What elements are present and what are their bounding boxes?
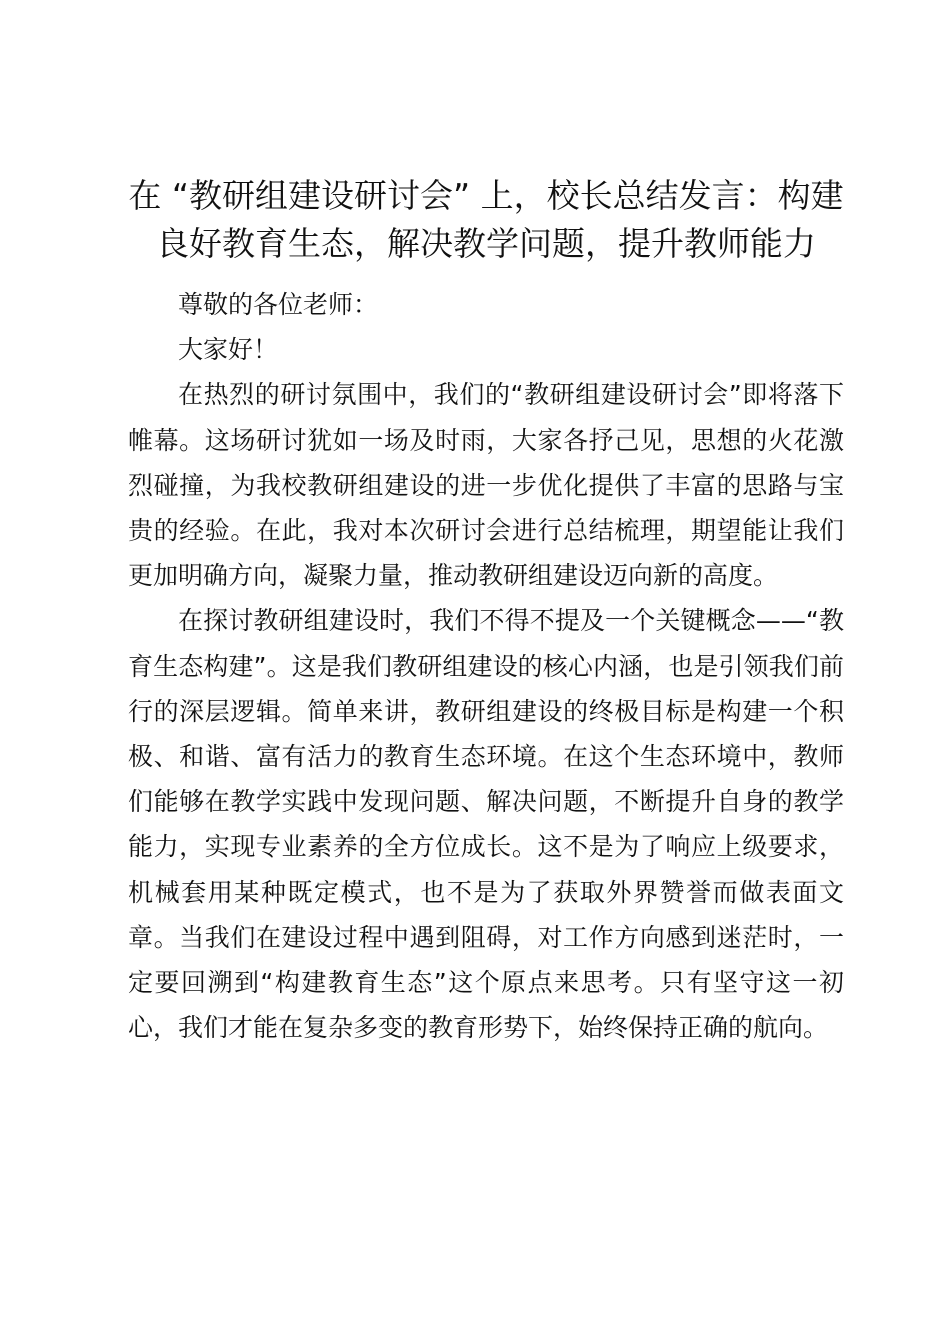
document-title: 在 “教研组建设研讨会” 上，校长总结发言：构建良好教育生态，解决教学问题，提升教师能力 [128, 176, 844, 263]
body-paragraph: 在探讨教研组建设时，我们不得不提及一个关键概念——“教育生态构建”。这是我们教研组建设的核心内涵，也是引领我们前行的深层逻辑。简单来讲，教研组建设的终极目标是构建一个积极、和谐、富有活力的教育生态环境。在这个生态环境中，教师们能够在教学实践中发现问题、解决问题，不断提升自身的教学能力，实现专业素养的全方位成长。这不是为了响应上级要求，机械套用某种既定模式，也不是为了获取外界赞誉而做表面文章。当我们在建设过程中遇到阻碍，对工作方向感到迷茫时，一定要回溯到“构建教育生态”这个原点来思考。只有坚守这一初心，我们才能在复杂多变的教育形势下，始终保持正确的航向。 [128, 606, 844, 1043]
greeting: 大家好！ [178, 335, 279, 365]
salutation: 尊敬的各位老师： [178, 290, 379, 319]
body-paragraph: 在热烈的研讨氛围中，我们的“教研组建设研讨会”即将落下帷幕。这场研讨犹如一场及时雨，大家各抒己见，思想的火花激烈碰撞，为我校教研组建设的进一步优化提供了丰富的思路与宝贵的经验。在此，我对本次研讨会进行总结梳理，期望能让我们更加明确方向，凝聚力量，推动教研组建设迈向新的高度。 [128, 380, 844, 591]
document-page [128, 172, 844, 1050]
